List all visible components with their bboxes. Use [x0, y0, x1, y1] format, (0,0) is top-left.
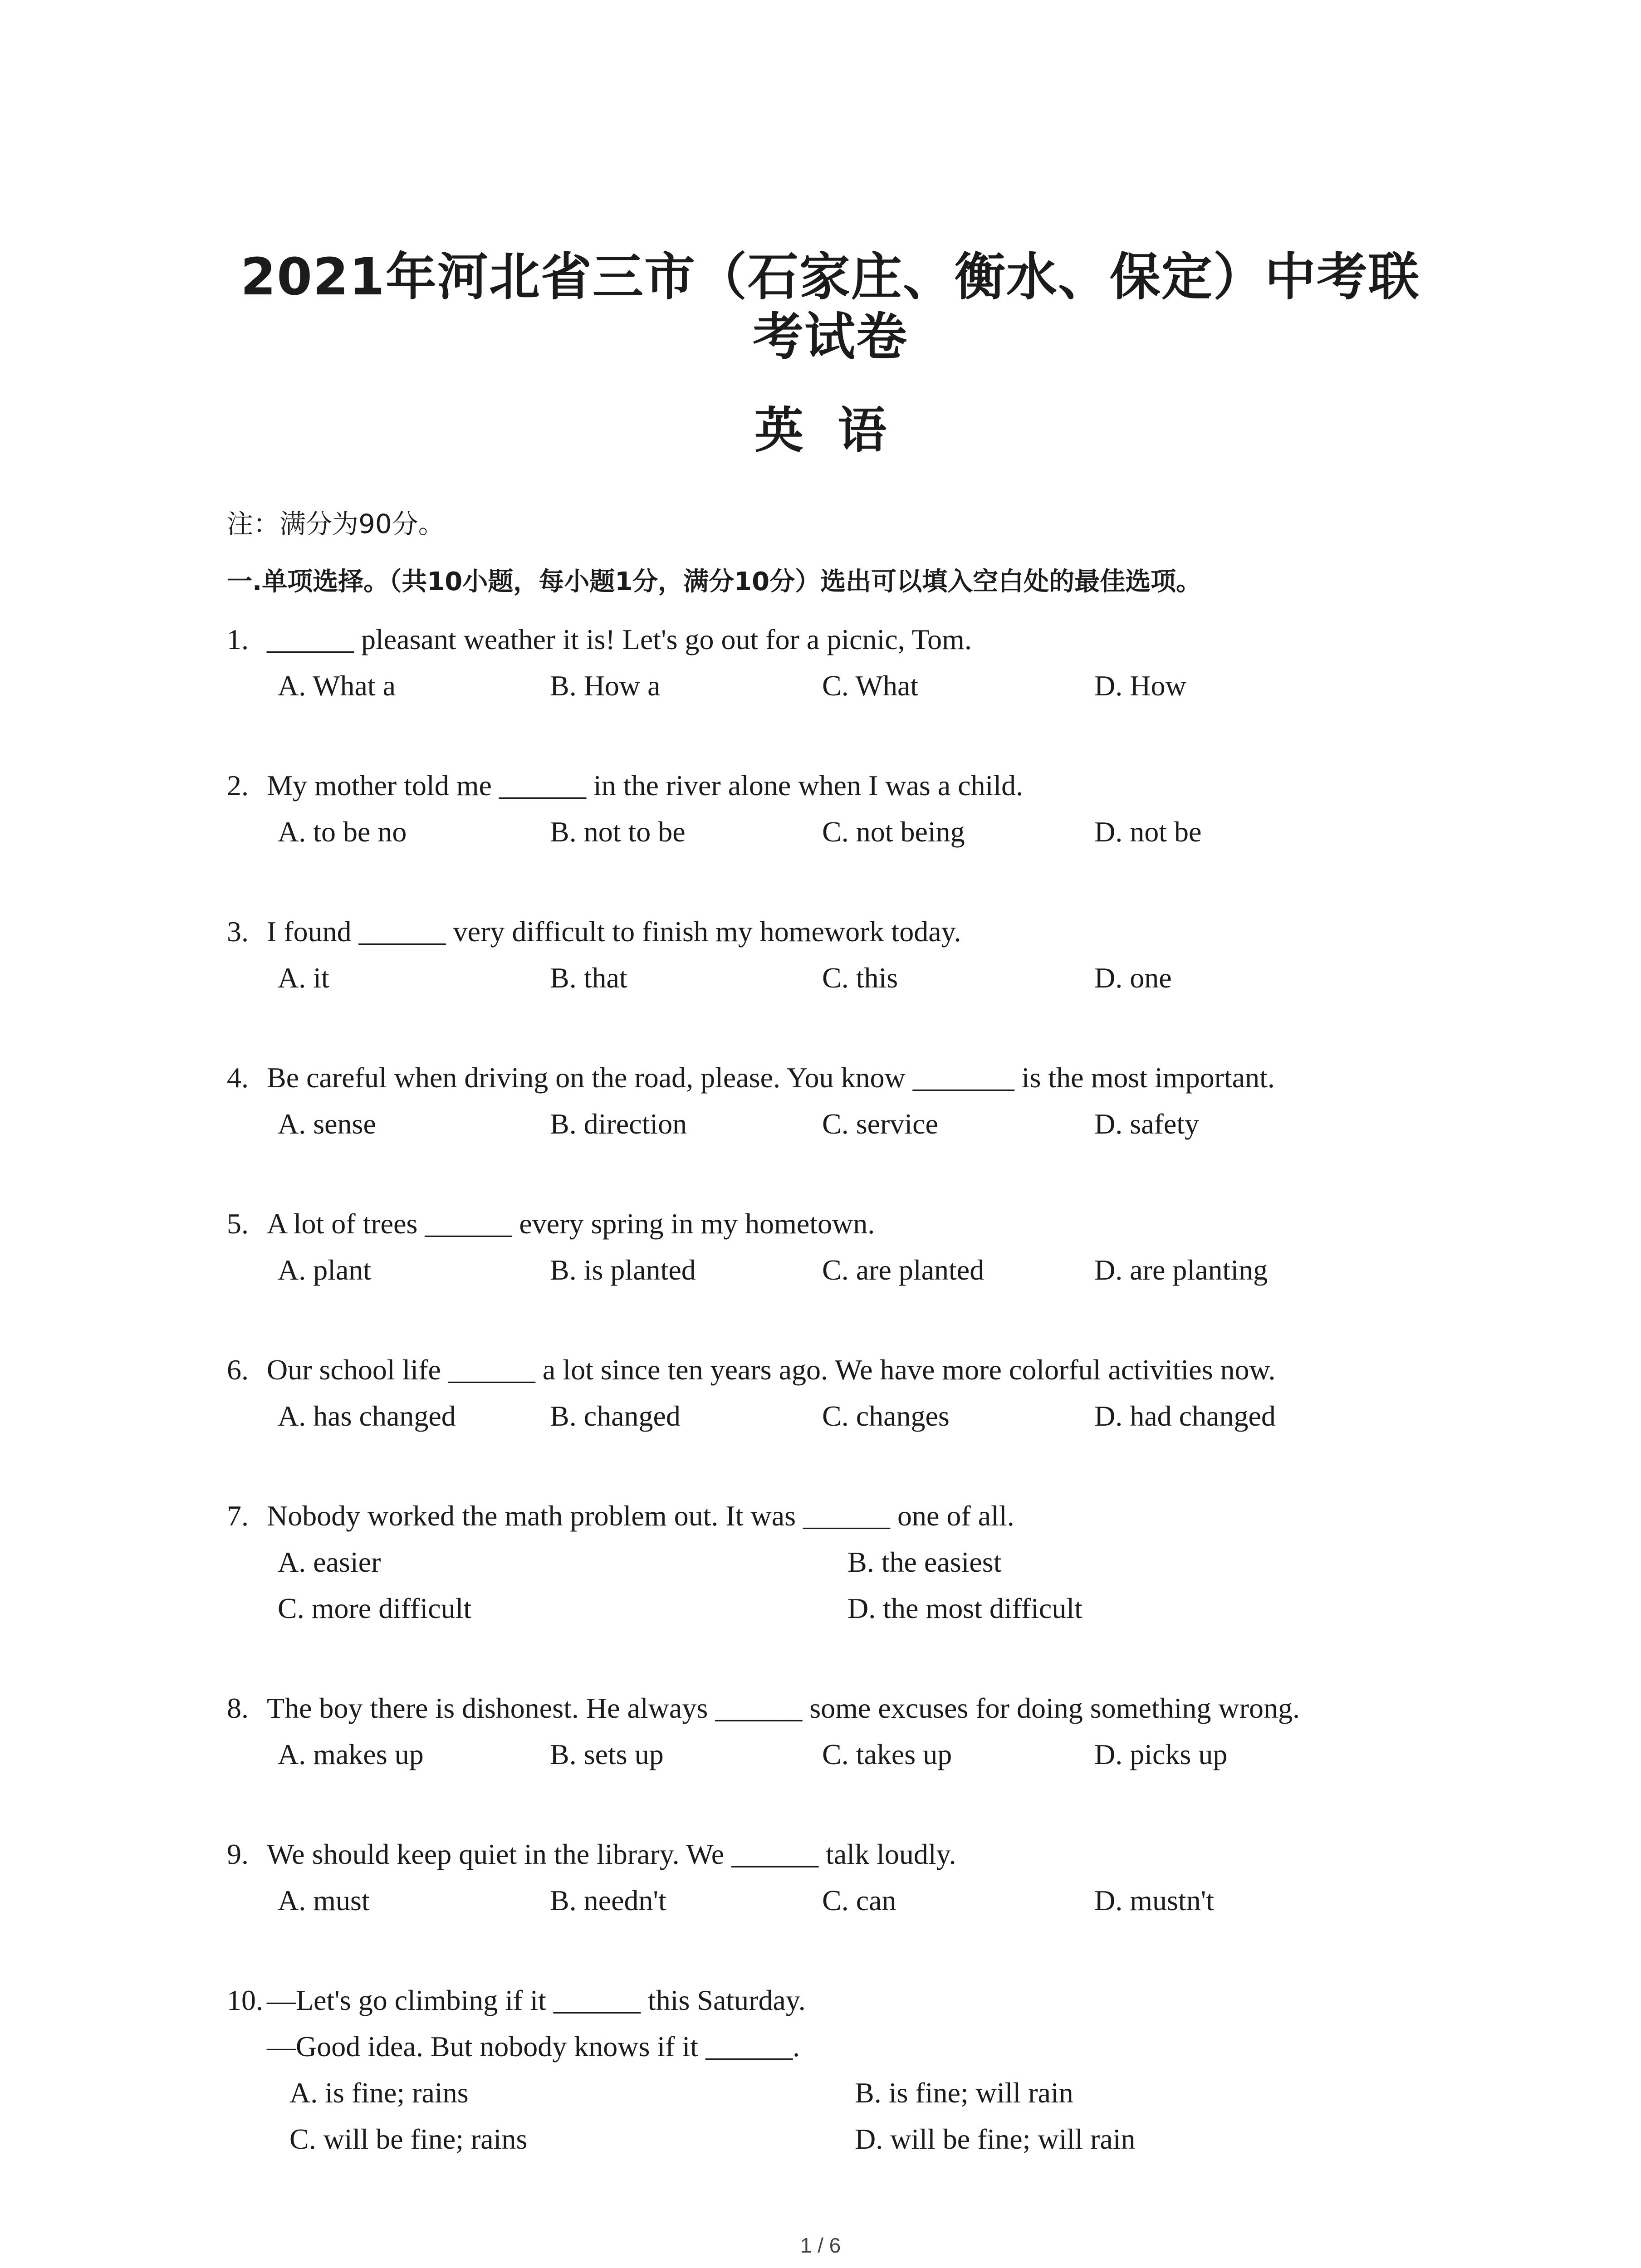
score-note: 注：满分为90分。 — [227, 508, 445, 539]
option-d[interactable]: D. one — [1094, 962, 1172, 994]
question-number: 6. — [227, 1354, 249, 1386]
question-stem — [227, 1836, 956, 1872]
option-a[interactable]: A. is fine; rains — [289, 2077, 469, 2109]
question-stem — [227, 914, 961, 950]
option-b[interactable]: B. is planted — [550, 1254, 696, 1286]
option-c[interactable]: C. takes up — [822, 1738, 952, 1770]
question-text: We should keep quiet in the library. We ______ talk loudly. — [267, 1838, 956, 1870]
option-c[interactable]: C. will be fine; rains — [289, 2123, 528, 2155]
question-reply: —Good idea. But nobody knows if it ______. — [267, 2030, 800, 2063]
option-c[interactable]: C. more difficult — [278, 1592, 472, 1624]
option-b[interactable]: B. direction — [550, 1108, 687, 1140]
page-number: 1 / 6 — [800, 2234, 841, 2257]
question-number: 2. — [227, 769, 249, 802]
question-stem — [227, 1352, 1276, 1388]
page-title: 2021年河北省三市（石家庄、衡水、保定）中考联考试卷 — [240, 248, 1420, 367]
option-c[interactable]: C. What — [822, 670, 919, 702]
question-text: The boy there is dishonest. He always ______ some excuses for doing something wrong. — [267, 1692, 1300, 1724]
question-stem — [227, 767, 1023, 804]
question-text: I found ______ very difficult to finish my homework today. — [267, 915, 961, 948]
option-d[interactable]: D. not be — [1094, 816, 1202, 848]
question-stem — [227, 1060, 1275, 1096]
question-text: Our school life ______ a lot since ten years ago. We have more colorful activities now. — [267, 1354, 1276, 1386]
option-d[interactable]: D. are planting — [1094, 1254, 1268, 1286]
option-d[interactable]: D. mustn't — [1094, 1884, 1214, 1916]
question-text: A lot of trees ______ every spring in my hometown. — [267, 1207, 875, 1240]
option-d[interactable]: D. had changed — [1094, 1400, 1276, 1432]
option-a[interactable]: A. sense — [278, 1108, 376, 1140]
option-b[interactable]: B. changed — [550, 1400, 681, 1432]
question-stem — [227, 1982, 806, 2019]
question-number: 8. — [227, 1692, 249, 1724]
option-c[interactable]: C. service — [822, 1108, 938, 1140]
question-number: 10. — [227, 1984, 263, 2016]
option-a[interactable]: A. What a — [278, 670, 396, 702]
question-text: ______ pleasant weather it is! Let's go out for a picnic, Tom. — [267, 623, 972, 655]
question-stem — [227, 621, 972, 658]
question-number: 9. — [227, 1838, 249, 1870]
question-text: Be careful when driving on the road, please. You know _______ is the most important. — [267, 1061, 1275, 1094]
question-number: 7. — [227, 1500, 249, 1532]
option-d[interactable]: D. the most difficult — [847, 1592, 1083, 1624]
option-b[interactable]: B. the easiest — [847, 1546, 1002, 1578]
option-d[interactable]: D. safety — [1094, 1108, 1200, 1140]
option-d[interactable]: D. will be fine; will rain — [855, 2123, 1136, 2155]
option-b[interactable]: B. is fine; will rain — [855, 2077, 1073, 2109]
subject-heading: 英 语 — [754, 402, 887, 459]
option-a[interactable]: A. makes up — [278, 1738, 424, 1770]
option-a[interactable]: A. it — [278, 962, 329, 994]
question-text: Nobody worked the math problem out. It was ______ one of all. — [267, 1500, 1014, 1532]
option-b[interactable]: B. How a — [550, 670, 661, 702]
option-d[interactable]: D. picks up — [1094, 1738, 1228, 1770]
option-a[interactable]: A. must — [278, 1884, 370, 1916]
option-b[interactable]: B. not to be — [550, 816, 686, 848]
option-a[interactable]: A. has changed — [278, 1400, 456, 1432]
question-number: 4. — [227, 1061, 249, 1094]
question-stem — [227, 1206, 875, 1242]
option-c[interactable]: C. changes — [822, 1400, 950, 1432]
option-a[interactable]: A. plant — [278, 1254, 372, 1286]
option-a[interactable]: A. to be no — [278, 816, 407, 848]
option-c[interactable]: C. not being — [822, 816, 965, 848]
option-c[interactable]: C. this — [822, 962, 898, 994]
question-number: 3. — [227, 915, 249, 948]
option-b[interactable]: B. that — [550, 962, 627, 994]
question-text: —Let's go climbing if it ______ this Saturday. — [267, 1984, 806, 2016]
question-number: 5. — [227, 1207, 249, 1240]
option-c[interactable]: C. can — [822, 1884, 896, 1916]
question-number: 1. — [227, 623, 249, 655]
section-heading: 一.单项选择。（共10小题，每小题1分，满分10分）选出可以填入空白处的最佳选项。 — [227, 567, 1202, 596]
option-d[interactable]: D. How — [1094, 670, 1186, 702]
question-stem — [227, 1498, 1014, 1534]
option-b[interactable]: B. needn't — [550, 1884, 666, 1916]
option-b[interactable]: B. sets up — [550, 1738, 664, 1770]
question-text: My mother told me ______ in the river alone when I was a child. — [267, 769, 1024, 802]
question-stem — [227, 1690, 1300, 1726]
option-a[interactable]: A. easier — [278, 1546, 381, 1578]
option-c[interactable]: C. are planted — [822, 1254, 985, 1286]
